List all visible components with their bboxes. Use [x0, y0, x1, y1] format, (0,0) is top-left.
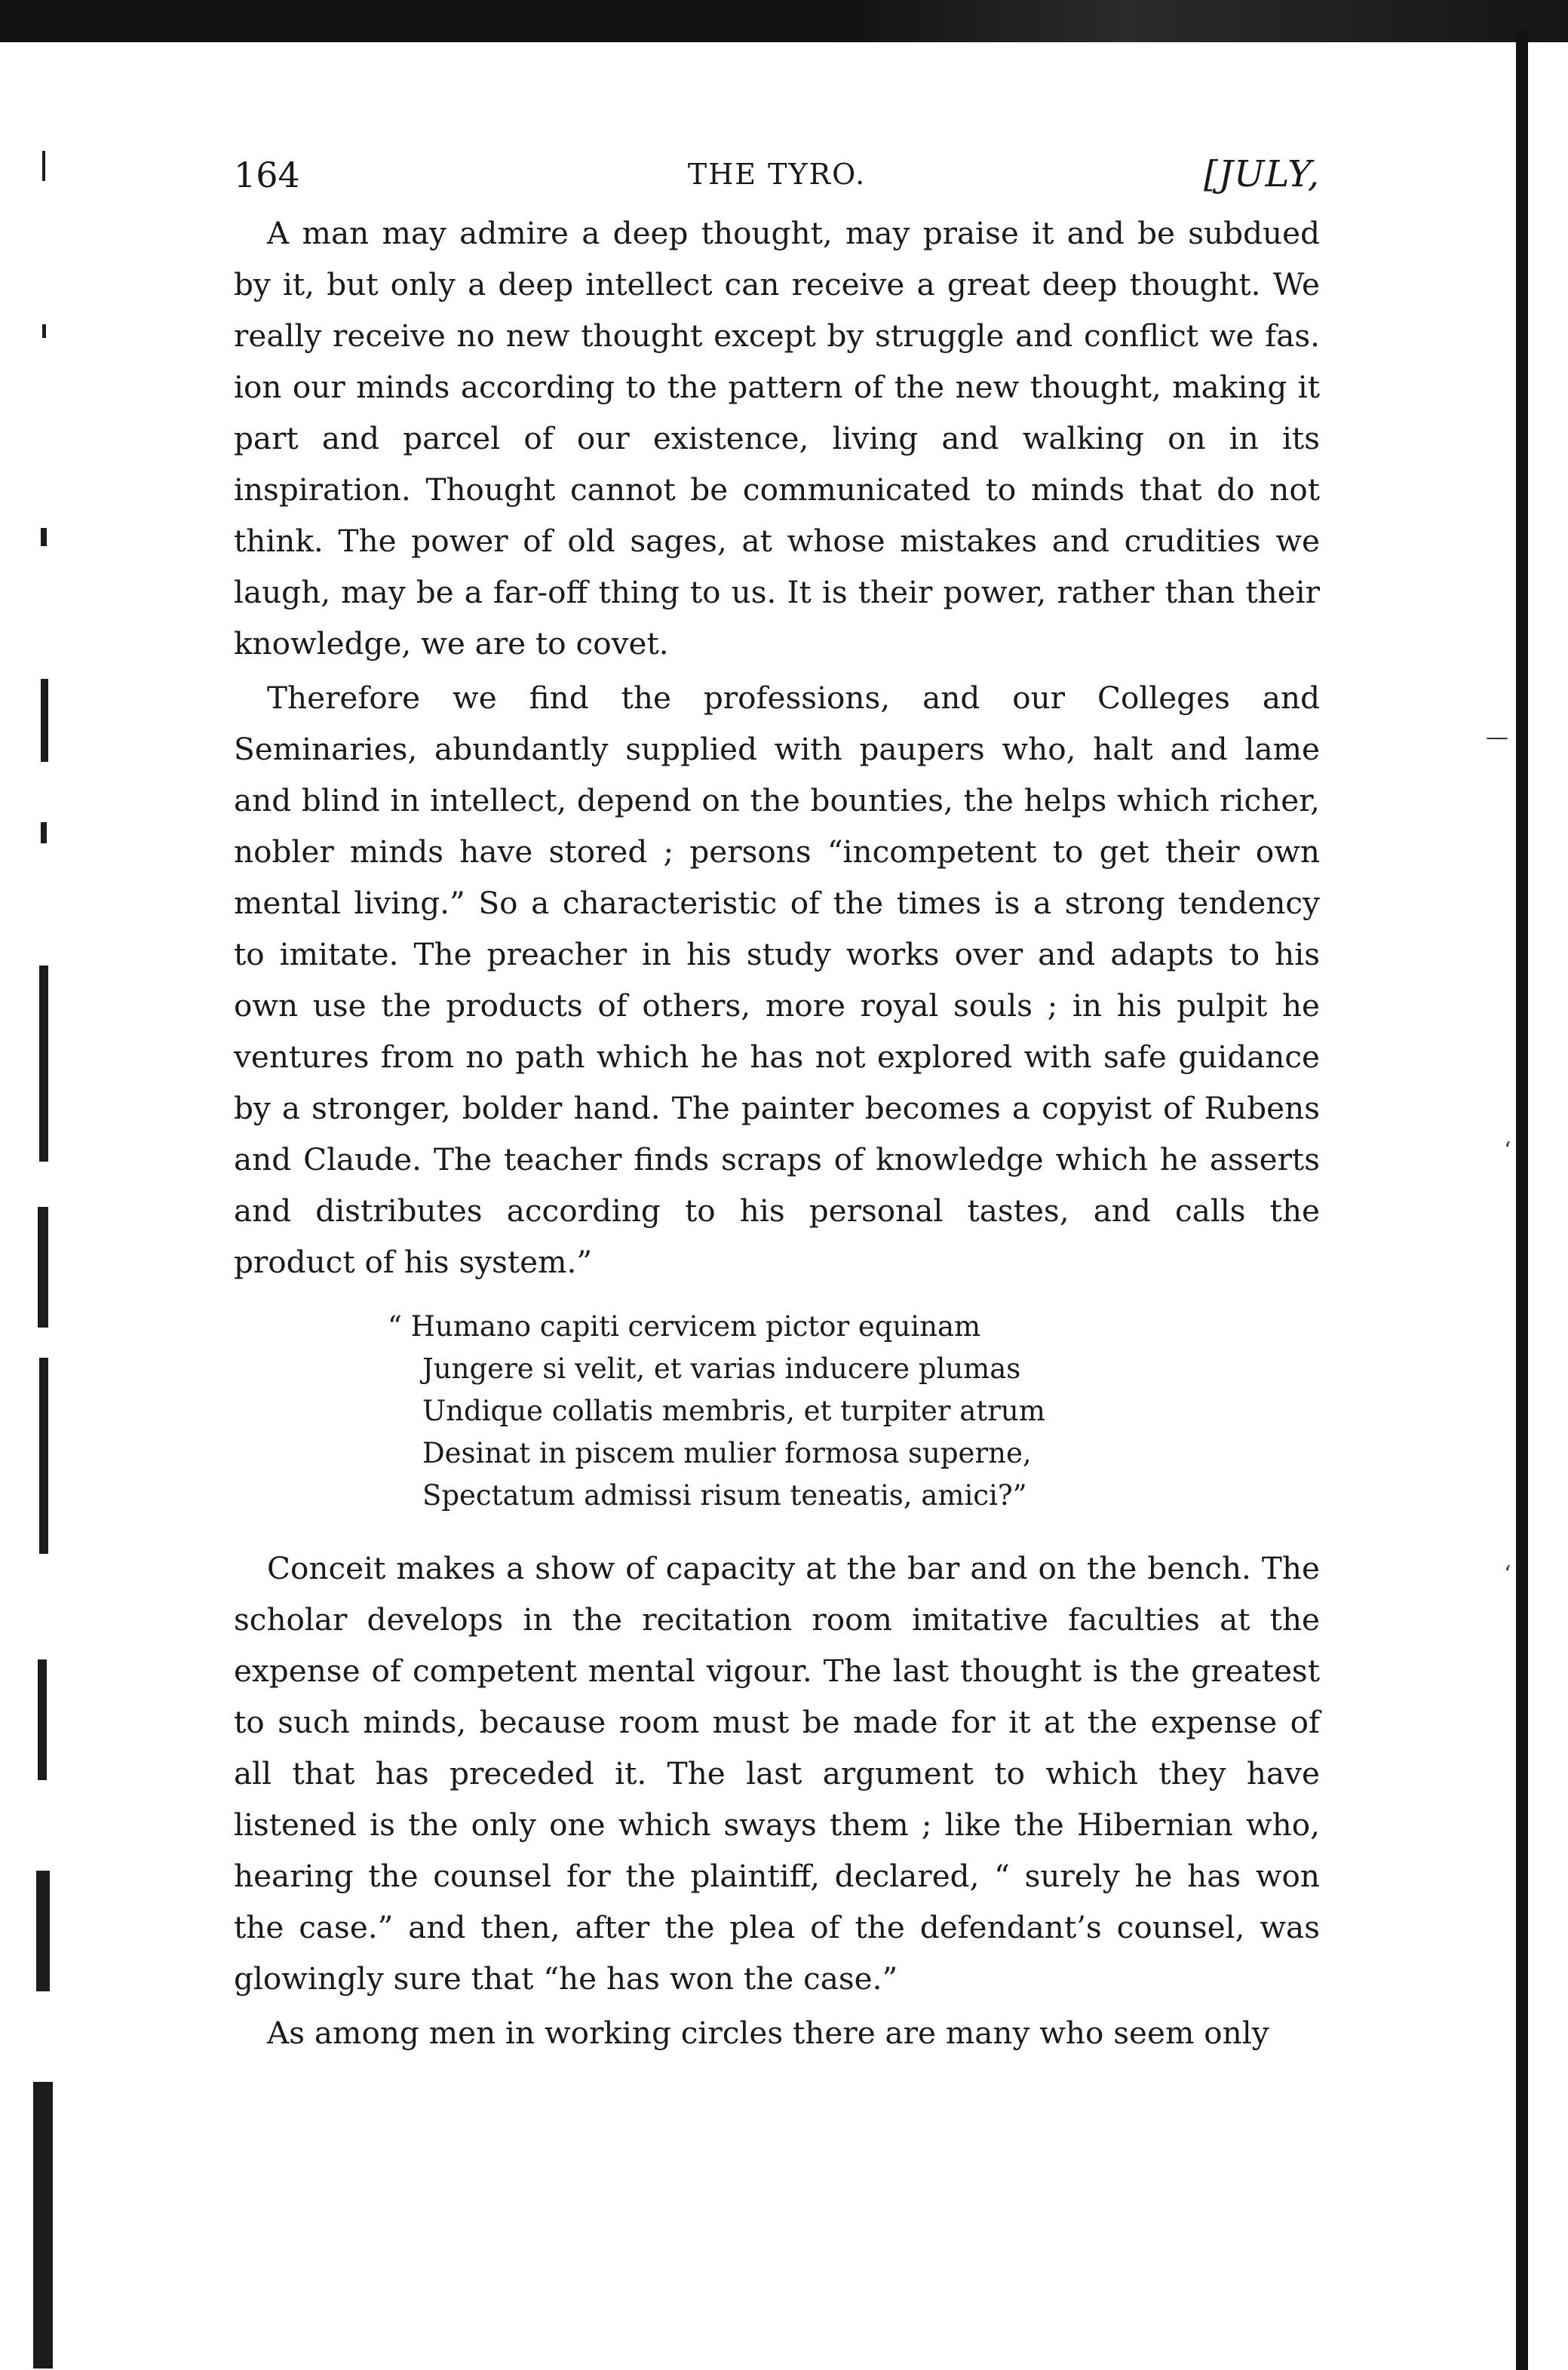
scan-left-gutter — [15, 151, 68, 2368]
gutter-mark — [38, 1207, 48, 1328]
journal-title: THE TYRO. — [687, 158, 867, 191]
book-page — [234, 140, 1320, 2058]
gutter-mark — [39, 1358, 48, 1554]
verse-line: “ Humano capiti cervicem pictor equinam — [388, 1310, 981, 1343]
scan-margin-mark: ‘ — [1504, 1137, 1511, 1164]
gutter-mark — [33, 2082, 53, 2368]
scan-top-border-fade — [830, 0, 1568, 42]
gutter-mark — [41, 679, 48, 762]
gutter-mark — [38, 1659, 47, 1780]
page-number: 164 — [234, 155, 300, 195]
body-paragraph: As among men in working circles there are many who seem only — [267, 2015, 1269, 2051]
gutter-mark — [41, 528, 47, 546]
body-paragraph: Conceit makes a show of capacity at the bar and on the bench. The scholar develops in the recitation room imitative faculties at the expense of competent mental vigour. The last thought is the greatest to such minds, because room must be made for it at the expense of all that has preceded it. The last argument to which they have listened is the only one which sways them ; like the Hibernian who, hearing the counsel for the plaintiff, declared, “ surely he has won the case.” and then, after the plea of the defendant’s counsel, was glowingly sure that “he has won the case.” — [234, 1550, 1320, 1997]
gutter-mark — [41, 822, 47, 843]
scan-margin-mark: ‘ — [1504, 1561, 1511, 1588]
verse-line: Jungere si velit, et varias inducere plumas — [422, 1352, 1021, 1385]
body-paragraph: A man may admire a deep thought, may praise it and be subdued by it, but only a deep intellect can receive a great deep thought. We really receive no new thought except by struggle and conflict we fas. ion our minds according to the pattern of the new thought, making it part and parcel of our existence, living and walking on in its inspiration. Thought cannot be communicated to minds that do not think. The power of old sages, at whose mistakes and crudities we laugh, may be a far-off thing to us. It is their power, rather than their knowledge, we are to covet. — [234, 215, 1320, 662]
latin-quotation — [388, 1306, 1320, 1517]
verse-line: Desinat in piscem mulier formosa superne, — [422, 1437, 1032, 1469]
gutter-mark — [36, 1871, 50, 1991]
gutter-mark — [39, 965, 48, 1162]
issue-month: [JULY, — [1204, 153, 1320, 195]
gutter-mark — [42, 151, 45, 181]
scan-margin-mark: — — [1486, 724, 1508, 751]
verse-line: Spectatum admissi risum teneatis, amici?” — [422, 1479, 1027, 1512]
running-head — [234, 140, 1320, 207]
body-paragraph: Therefore we find the professions, and our Colleges and Seminaries, abundantly supplied with paupers who, halt and lame and blind in intellect, depend on the bounties, the helps which richer, nobler minds have stored ; persons “incompetent to get their own mental living.” So a characteristic of the times is a strong tendency to imitate. The preacher in his study works over and adapts to his own use the products of others, more royal souls ; in his pulpit he ventures from no path which he has not explored with safe guidance by a stronger, bolder hand. The painter becomes a copyist of Rubens and Claude. The teacher finds scraps of knowledge which he asserts and distributes according to his personal tastes, and calls the product of his system.” — [234, 680, 1320, 1280]
verse-line: Undique collatis membris, et turpiter atrum — [422, 1395, 1045, 1427]
gutter-mark — [42, 324, 46, 338]
scan-right-border — [1516, 30, 1528, 2370]
